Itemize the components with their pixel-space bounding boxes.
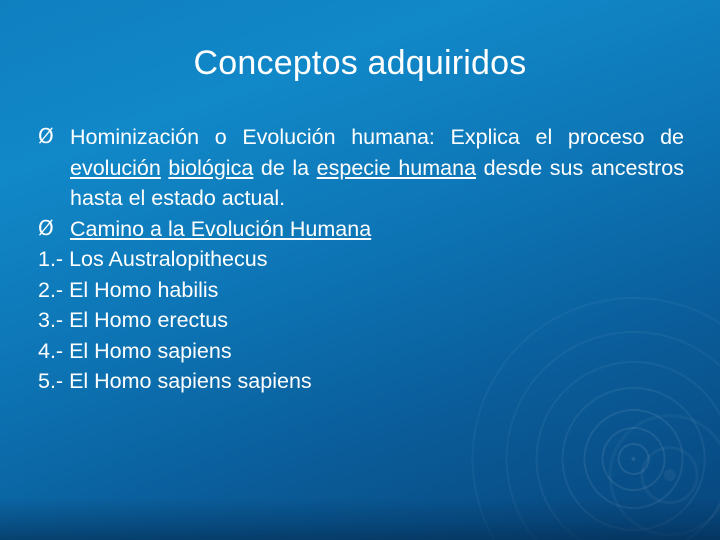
slide-body: [36, 122, 684, 397]
bullet-1-seg-6: desde sus ancestros hasta el estado actual.: [70, 155, 684, 211]
bullet-marker-icon: Ø: [38, 215, 54, 240]
numbered-list: [36, 244, 684, 397]
bullet-marker-icon: Ø: [38, 124, 54, 148]
list-item: 5.- El Homo sapiens sapiens: [38, 369, 312, 394]
bullet-item-1: [36, 122, 684, 214]
bullet-1-seg-3: biológica: [168, 155, 254, 180]
slide-title: Conceptos adquiridos: [193, 44, 527, 82]
bullet-1-seg-1: evolución: [70, 155, 161, 180]
bullet-item-2: [36, 214, 684, 245]
bullet-item-2-text: Camino a la Evolución Humana: [70, 216, 372, 241]
bullet-1-seg-0: Hominización o Evolución humana: Explica el proceso de: [70, 125, 684, 149]
list-item: 4.- El Homo sapiens: [38, 338, 232, 363]
bullet-1-seg-4: de la: [253, 155, 317, 180]
bullet-1-seg-5: especie humana: [316, 155, 477, 180]
list-item: 3.- El Homo erectus: [38, 308, 228, 333]
list-item: 2.- El Homo habilis: [38, 277, 219, 302]
list-item: 1.- Los Australopithecus: [38, 247, 268, 272]
bullet-item-1-text: [70, 122, 684, 214]
